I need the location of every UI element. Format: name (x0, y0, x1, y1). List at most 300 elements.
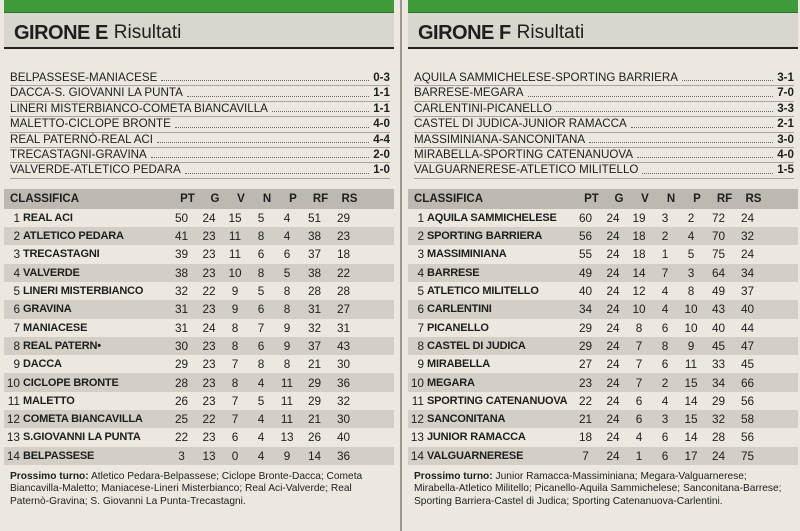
stat-g: 24 (606, 412, 620, 427)
stat-n: 4 (257, 430, 265, 445)
stat-rs: 32 (740, 229, 755, 244)
standings-header (4, 189, 394, 209)
stat-pt: 31 (174, 320, 189, 335)
stat-pt: 22 (174, 430, 189, 445)
stat-pt: 30 (174, 338, 189, 353)
stat-rf: 32 (307, 320, 322, 335)
stat-rs: 75 (740, 448, 755, 463)
team-name: DACCA (23, 358, 62, 371)
stat-n: 6 (257, 302, 265, 317)
stat-pt: 7 (582, 448, 589, 463)
stat-v: 1 (635, 448, 643, 463)
stat-rs: 34 (740, 265, 755, 280)
col-p: P (289, 192, 297, 205)
stat-p: 2 (687, 210, 695, 225)
stat-pt: 34 (578, 302, 593, 317)
stat-pt: 22 (578, 393, 593, 408)
stat-n: 3 (661, 210, 669, 225)
stat-rf: 37 (307, 338, 322, 353)
standings-row (4, 410, 394, 428)
section-heading (4, 13, 394, 49)
stat-p: 11 (280, 375, 294, 390)
stat-p: 10 (684, 302, 698, 317)
stat-n: 2 (661, 375, 669, 390)
stat-p: 4 (283, 210, 291, 225)
standings-row (4, 392, 394, 410)
match-score: 4-0 (777, 147, 794, 161)
stat-rf: 72 (711, 210, 726, 225)
stat-v: 7 (635, 357, 643, 372)
stat-g: 23 (202, 302, 216, 317)
stat-pt: 50 (174, 210, 189, 225)
stat-rf: 34 (711, 375, 726, 390)
stat-pt: 38 (174, 265, 189, 280)
stat-g: 24 (606, 393, 620, 408)
team-rank: 13 (410, 430, 424, 445)
stat-rf: 64 (711, 265, 726, 280)
stat-n: 6 (257, 338, 265, 353)
next-round (10, 471, 390, 509)
result-row (10, 102, 390, 117)
results-title: Risultati (113, 22, 182, 43)
stat-p: 17 (684, 448, 698, 463)
col-p: P (693, 192, 701, 205)
stat-rs: 56 (740, 393, 755, 408)
team-rank: 6 (417, 302, 424, 317)
stat-pt: 18 (578, 430, 593, 445)
stat-rf: 45 (711, 338, 726, 353)
stat-v: 19 (632, 210, 646, 225)
stat-n: 5 (257, 284, 265, 299)
team-name: ATLETICO PEDARA (23, 230, 124, 243)
stat-p: 4 (283, 229, 291, 244)
next-round-label: Prossimo turno: (10, 470, 89, 482)
col-v: V (641, 192, 649, 205)
stat-g: 24 (606, 357, 620, 372)
stat-rs: 66 (740, 375, 755, 390)
stat-rs: 30 (336, 357, 351, 372)
stat-n: 2 (661, 229, 669, 244)
next-round-text: Atletico Pedara-Belpassese; Ciclope Bronte-Dacca; Cometa Biancavilla-Maletto; Maniacese-Lineri Misterbianco; Real Aci-Valverde; Real Paternò-Gravina; S. Giovanni La Punta-Trecastagni. (10, 470, 363, 508)
dot-leader (631, 117, 773, 127)
team-rank: 12 (6, 412, 20, 427)
match-name: VALGUARNERESE-ATLETICO MILITELLO (414, 163, 639, 177)
stat-rf: 24 (711, 448, 726, 463)
match-score: 1-5 (777, 163, 794, 177)
dot-leader (157, 133, 369, 143)
stat-p: 14 (684, 430, 698, 445)
standings-row (408, 410, 798, 428)
stat-n: 8 (661, 338, 669, 353)
stat-v: 6 (635, 412, 643, 427)
team-name: SANCONITANA (427, 413, 506, 426)
standings-body (408, 209, 798, 465)
team-name: VALGUARNERESE (427, 449, 524, 462)
team-rank: 3 (13, 247, 20, 262)
team-rank: 8 (417, 338, 424, 353)
result-row (414, 133, 794, 148)
match-score: 3-3 (777, 101, 794, 115)
team-name: PICANELLO (427, 321, 489, 334)
team-name: MASSIMINIANA (427, 248, 507, 261)
team-rank: 13 (6, 430, 20, 445)
stat-rs: 45 (740, 357, 755, 372)
stat-n: 4 (257, 412, 265, 427)
stat-v: 12 (632, 284, 646, 299)
stat-pt: 25 (174, 412, 189, 427)
stat-p: 11 (684, 357, 698, 372)
match-name: LINERI MISTERBIANCO-COMETA BIANCAVILLA (10, 101, 268, 115)
col-rs: RS (745, 192, 762, 205)
stat-g: 24 (606, 338, 620, 353)
dot-leader (187, 86, 369, 96)
stat-v: 9 (231, 302, 239, 317)
stat-g: 23 (202, 265, 216, 280)
standings-row (408, 319, 798, 337)
match-score: 1-1 (373, 86, 390, 100)
standings-row (408, 355, 798, 373)
stat-n: 6 (661, 430, 669, 445)
stat-rf: 32 (711, 412, 726, 427)
standings-row (4, 373, 394, 391)
stat-v: 14 (632, 265, 646, 280)
stat-rf: 37 (307, 247, 322, 262)
team-rank: 2 (417, 229, 424, 244)
standings-row (4, 245, 394, 263)
next-round-label: Prossimo turno: (414, 470, 493, 482)
team-rank: 7 (417, 320, 424, 335)
stat-rf: 14 (307, 448, 322, 463)
standings-row (408, 373, 798, 391)
col-pt: PT (584, 192, 599, 205)
stat-pt: 26 (174, 393, 189, 408)
team-name: CASTEL DI JUDICA (427, 339, 526, 352)
stat-n: 7 (661, 265, 669, 280)
stat-rf: 21 (307, 357, 322, 372)
standings-table (4, 189, 394, 465)
team-name: MIRABELLA (427, 358, 490, 371)
col-n: N (262, 192, 272, 205)
result-row (414, 117, 794, 132)
stat-g: 24 (606, 229, 620, 244)
stat-g: 24 (606, 430, 620, 445)
stat-rs: 40 (740, 302, 755, 317)
next-round-text: Junior Ramacca-Massiminiana; Megara-Valguarnerese; Mirabella-Atletico Militello; Picanello-Aquila Sammichelese; Sanconitana-Barrese; Sporting Barriera-Castel di Judica; Sporting Catenanuova-Carlentini. (414, 470, 782, 508)
stat-pt: 29 (578, 338, 593, 353)
stat-pt: 31 (174, 302, 189, 317)
match-score: 0-3 (373, 71, 390, 84)
match-name: CARLENTINI-PICANELLO (414, 101, 552, 115)
dot-leader (151, 148, 369, 158)
stat-pt: 56 (578, 229, 593, 244)
col-g: G (210, 192, 220, 205)
stat-n: 3 (661, 412, 669, 427)
team-rank: 10 (410, 375, 424, 390)
stat-p: 9 (283, 320, 291, 335)
stat-p: 9 (687, 338, 695, 353)
team-name: ATLETICO MILITELLO (427, 285, 539, 298)
stat-n: 4 (257, 448, 265, 463)
stat-v: 7 (231, 357, 239, 372)
stat-g: 24 (606, 448, 620, 463)
standings-row (4, 227, 394, 245)
team-rank: 2 (13, 229, 20, 244)
team-name: MANIACESE (23, 321, 88, 334)
stat-n: 8 (257, 357, 265, 372)
col-n: N (666, 192, 676, 205)
green-header-bar (4, 0, 394, 13)
team-name: MEGARA (427, 376, 475, 389)
team-name: GRAVINA (23, 303, 72, 316)
stat-rs: 24 (740, 210, 755, 225)
team-rank: 14 (6, 448, 20, 463)
team-name: BELPASSESE (23, 449, 95, 462)
stat-p: 8 (283, 302, 291, 317)
match-score: 4-0 (373, 117, 390, 131)
stat-g: 24 (606, 302, 620, 317)
stat-p: 4 (687, 229, 695, 244)
match-name: CASTEL DI JUDICA-JUNIOR RAMACCA (414, 117, 627, 131)
stat-rf: 40 (711, 320, 726, 335)
standings-label: CLASSIFICA (10, 192, 79, 205)
stat-p: 13 (280, 430, 294, 445)
stat-v: 8 (635, 320, 643, 335)
stat-g: 23 (202, 338, 216, 353)
stat-rf: 49 (711, 284, 726, 299)
standings-row (4, 209, 394, 227)
standings-row (408, 428, 798, 446)
stat-v: 10 (228, 265, 242, 280)
result-row (10, 163, 390, 178)
stat-p: 5 (687, 247, 695, 262)
stat-rf: 21 (307, 412, 322, 427)
stat-g: 24 (606, 284, 620, 299)
stat-n: 6 (661, 448, 669, 463)
stat-pt: 49 (578, 265, 593, 280)
stat-v: 0 (231, 448, 239, 463)
stat-v: 7 (635, 375, 643, 390)
stat-rs: 24 (740, 247, 755, 262)
standings-row (408, 337, 798, 355)
team-name: MALETTO (23, 394, 75, 407)
stat-n: 6 (257, 247, 265, 262)
stat-g: 24 (606, 265, 620, 280)
team-name: S.GIOVANNI LA PUNTA (23, 431, 141, 444)
standings-row (408, 227, 798, 245)
team-name: REAL ACI (23, 211, 73, 224)
stat-p: 8 (687, 284, 695, 299)
team-rank: 11 (411, 393, 424, 408)
stat-rs: 18 (336, 247, 351, 262)
team-rank: 7 (13, 320, 20, 335)
team-name: VALVERDE (23, 266, 80, 279)
stat-pt: 41 (174, 229, 189, 244)
dot-leader (175, 117, 369, 127)
standings-table (408, 189, 798, 465)
team-name: TRECASTAGNI (23, 248, 100, 261)
results-list (10, 71, 390, 179)
stat-p: 14 (684, 393, 698, 408)
match-name: MALETTO-CICLOPE BRONTE (10, 117, 171, 131)
stat-p: 8 (283, 357, 291, 372)
stat-rs: 43 (336, 338, 351, 353)
stat-g: 22 (202, 412, 216, 427)
stat-n: 5 (257, 210, 265, 225)
group-title: GIRONE F (418, 22, 511, 44)
stat-rf: 51 (307, 210, 322, 225)
dot-leader (556, 102, 773, 112)
results-list (414, 71, 794, 179)
stat-rf: 29 (307, 393, 322, 408)
stat-rf: 28 (711, 430, 726, 445)
stat-v: 18 (632, 229, 646, 244)
match-score: 7-0 (777, 86, 794, 100)
stat-rf: 26 (307, 430, 322, 445)
stat-rf: 38 (307, 265, 322, 280)
stat-v: 7 (231, 412, 239, 427)
result-row (10, 86, 390, 101)
col-pt: PT (180, 192, 195, 205)
stat-n: 4 (257, 375, 265, 390)
stat-v: 8 (231, 338, 239, 353)
dot-leader (272, 102, 369, 112)
result-row (414, 102, 794, 117)
match-name: TRECASTAGNI-GRAVINA (10, 147, 147, 161)
team-rank: 10 (6, 375, 20, 390)
team-rank: 5 (13, 284, 20, 299)
stat-pt: 21 (578, 412, 593, 427)
stat-rs: 23 (336, 229, 351, 244)
team-name: CICLOPE BRONTE (23, 376, 119, 389)
stat-n: 8 (257, 265, 265, 280)
team-rank: 4 (417, 265, 424, 280)
match-name: DACCA-S. GIOVANNI LA PUNTA (10, 86, 183, 100)
column-divider (400, 0, 402, 531)
col-rs: RS (341, 192, 358, 205)
standings-row (408, 209, 798, 227)
stat-n: 6 (661, 320, 669, 335)
standings-row (408, 300, 798, 318)
dot-leader (528, 86, 774, 96)
standings-label: CLASSIFICA (414, 192, 483, 205)
standings-row (4, 282, 394, 300)
stat-g: 23 (202, 229, 216, 244)
stat-rs: 36 (336, 375, 351, 390)
stat-rf: 29 (711, 393, 726, 408)
col-v: V (237, 192, 245, 205)
match-score: 3-1 (777, 71, 794, 84)
stat-v: 9 (231, 284, 239, 299)
girone-f-section (408, 0, 798, 531)
team-name: COMETA BIANCAVILLA (23, 413, 143, 426)
stat-rf: 43 (711, 302, 726, 317)
standings-row (4, 447, 394, 465)
team-rank: 9 (13, 357, 20, 372)
stat-g: 24 (202, 320, 216, 335)
stat-g: 24 (202, 210, 216, 225)
stat-n: 8 (257, 229, 265, 244)
team-name: CARLENTINI (427, 303, 492, 316)
standings-row (4, 355, 394, 373)
stat-v: 15 (228, 210, 242, 225)
stat-rs: 56 (740, 430, 755, 445)
stat-pt: 39 (174, 247, 189, 262)
stat-rs: 37 (740, 284, 755, 299)
group-title: GIRONE E (14, 22, 108, 44)
match-score: 4-4 (373, 132, 390, 146)
stat-g: 13 (202, 448, 216, 463)
dot-leader (642, 163, 773, 173)
stat-n: 4 (661, 393, 669, 408)
stat-pt: 27 (578, 357, 593, 372)
match-name: MASSIMINIANA-SANCONITANA (414, 132, 586, 146)
match-name: BELPASSESE-MANIACESE (10, 71, 158, 84)
stat-p: 3 (687, 265, 695, 280)
dot-leader (589, 133, 773, 143)
result-row (414, 163, 794, 178)
stat-rf: 70 (711, 229, 726, 244)
standings-row (408, 447, 798, 465)
stat-pt: 29 (578, 320, 593, 335)
match-score: 2-0 (373, 147, 390, 161)
match-score: 2-1 (777, 117, 794, 131)
dot-leader (637, 148, 773, 158)
team-rank: 9 (417, 357, 424, 372)
stat-rs: 30 (336, 412, 351, 427)
section-heading (408, 13, 798, 49)
stat-pt: 32 (174, 284, 189, 299)
stat-p: 11 (280, 412, 294, 427)
team-name: SPORTING BARRIERA (427, 230, 543, 243)
stat-p: 15 (684, 375, 698, 390)
stat-n: 7 (257, 320, 265, 335)
stat-pt: 23 (578, 375, 593, 390)
stat-v: 7 (231, 393, 239, 408)
stat-p: 15 (684, 412, 698, 427)
stat-v: 8 (231, 375, 239, 390)
match-name: MIRABELLA-SPORTING CATENANUOVA (414, 147, 634, 161)
stat-rs: 22 (336, 265, 351, 280)
standings-row (4, 337, 394, 355)
stat-p: 8 (283, 284, 291, 299)
standings-row (4, 428, 394, 446)
stat-v: 6 (231, 430, 239, 445)
team-name: REAL PATERN• (23, 339, 101, 352)
col-rf: RF (716, 192, 733, 205)
stat-n: 1 (661, 247, 669, 262)
team-name: SPORTING CATENANUOVA (427, 394, 568, 407)
green-header-bar (408, 0, 798, 13)
standings-row (4, 319, 394, 337)
stat-v: 11 (228, 247, 242, 262)
standings-body (4, 209, 394, 465)
col-rf: RF (312, 192, 329, 205)
stat-rs: 27 (336, 302, 351, 317)
match-name: REAL PATERNÒ-REAL ACI (10, 132, 154, 146)
stat-pt: 28 (174, 375, 189, 390)
team-rank: 1 (13, 210, 20, 225)
team-name: AQUILA SAMMICHELESE (427, 211, 557, 224)
team-name: BARRESE (427, 266, 480, 279)
stat-rs: 32 (336, 393, 351, 408)
stat-rf: 28 (307, 284, 322, 299)
team-rank: 1 (417, 210, 424, 225)
stat-n: 6 (661, 357, 669, 372)
stat-rs: 44 (740, 320, 755, 335)
standings-header (408, 189, 798, 209)
stat-pt: 60 (578, 210, 593, 225)
team-rank: 12 (410, 412, 424, 427)
